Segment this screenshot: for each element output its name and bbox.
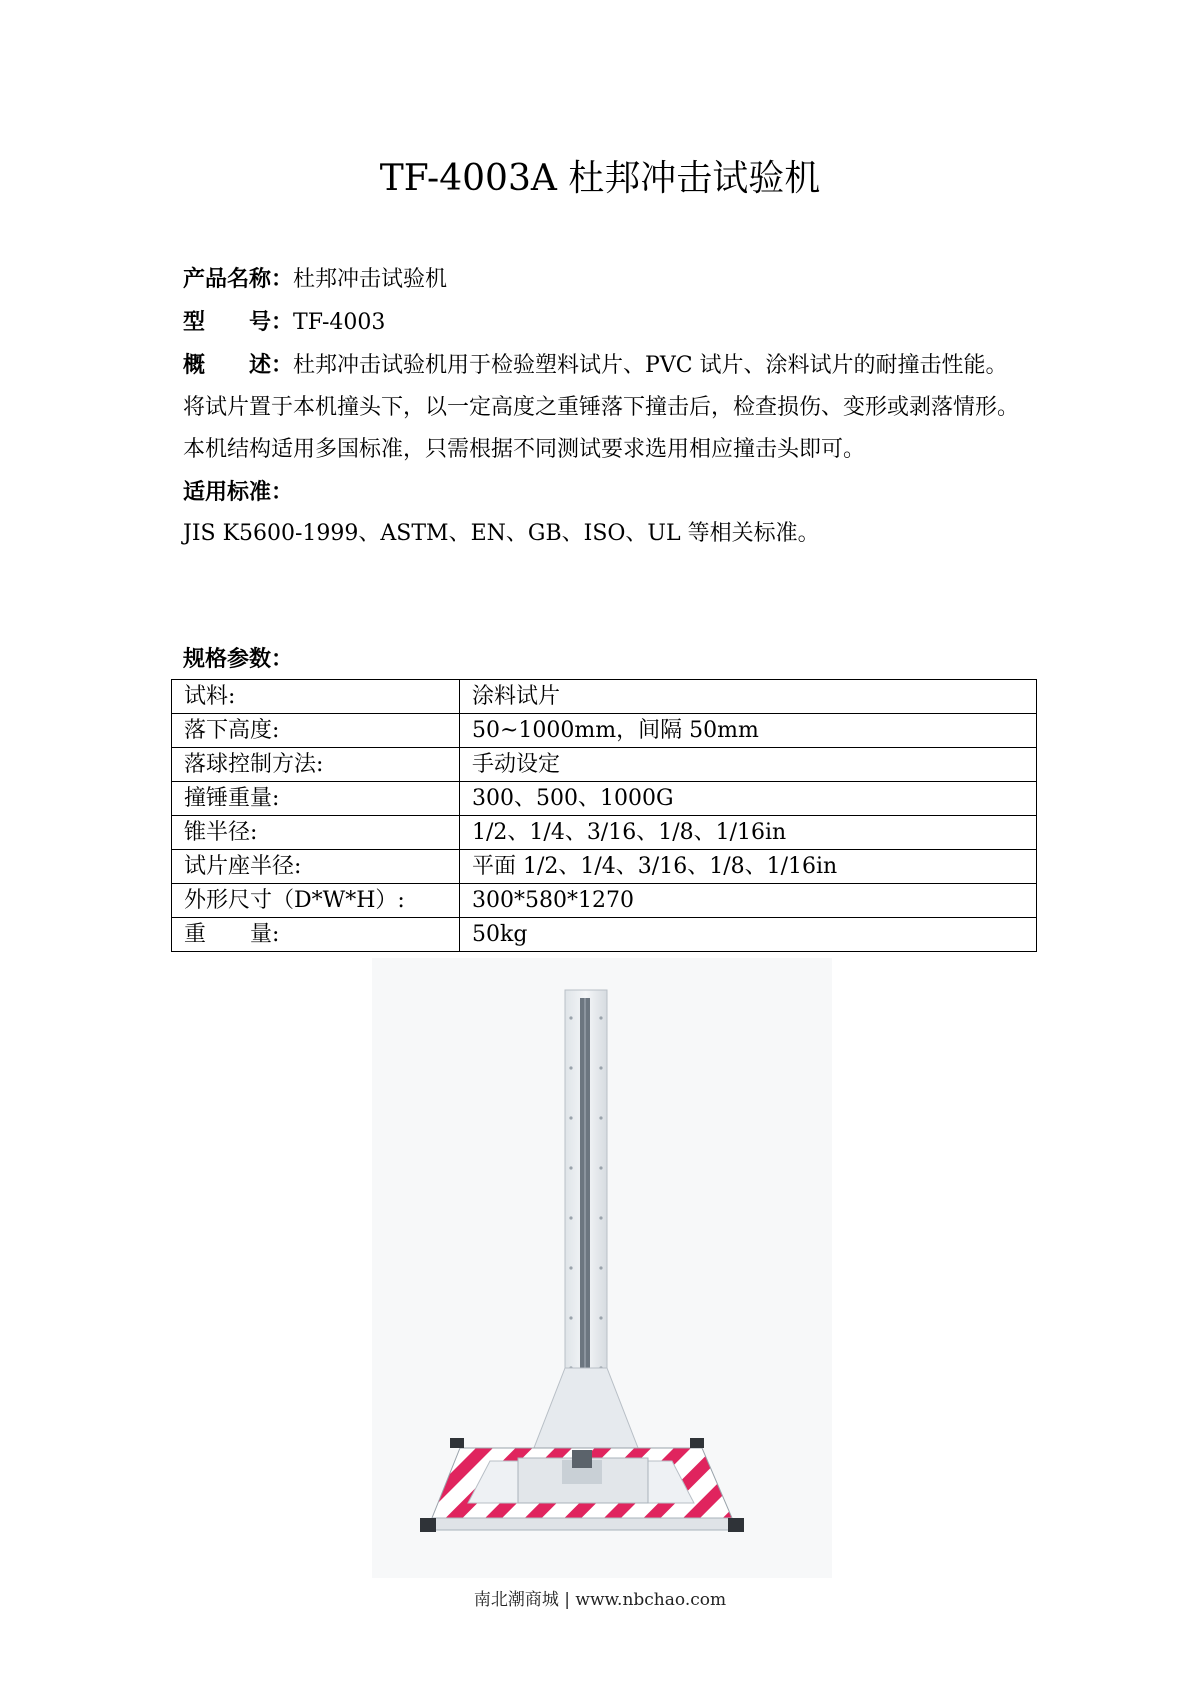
product-name-label: 产品名称： [183,266,294,292]
structure-paragraph: 本机结构适用多国标准，只需根据不同测试要求选用相应撞击头即可。 [183,437,866,462]
spec-key: 重 量: [172,918,460,952]
product-name-value: 杜邦冲击试验机 [293,267,448,292]
product-name-row [183,258,1023,301]
overview-text: 杜邦冲击试验机用于检验塑料试片、PVC 试片、涂料试片的耐撞击性能。将试片置于本机撞头下，以一定高度之重锤落下撞击后，检查损伤、变形或剥落情形。 [183,353,1020,420]
table-row [172,782,1037,816]
table-row [172,714,1037,748]
page-title: TF-4003A 杜邦冲击试验机 [379,158,821,199]
spec-title: 规格参数： [183,646,294,672]
overview-paragraph [183,344,1023,429]
spec-key: 撞锤重量: [172,782,460,816]
spec-value: 300*580*1270 [460,884,1037,918]
impact-tester-photo [372,958,832,1578]
spec-value: 300、500、1000G [460,782,1037,816]
table-row [172,918,1037,952]
table-row [172,884,1037,918]
spec-value: 涂料试片 [460,680,1037,714]
table-row [172,816,1037,850]
table-row [172,748,1037,782]
overview-label: 概 述： [183,352,294,378]
spec-key: 试片座半径: [172,850,460,884]
model-row [183,301,1023,344]
model-label: 型 号： [183,309,294,335]
footer-source: 南北潮商城 | www.nbchao.com [473,1590,727,1610]
spec-key: 落球控制方法: [172,748,460,782]
standards-label: 适用标准： [183,479,294,505]
spec-table [171,679,1037,952]
spec-value: 50~1000mm，间隔 50mm [460,714,1037,748]
table-row [172,850,1037,884]
spec-value: 手动设定 [460,748,1037,782]
spec-value: 1/2、1/4、3/16、1/8、1/16in [460,816,1037,850]
spec-key: 锥半径: [172,816,460,850]
table-row [172,680,1037,714]
spec-key: 外形尺寸（D*W*H）: [172,884,460,918]
standards-text: JIS K5600-1999、ASTM、EN、GB、ISO、UL 等相关标准。 [183,521,820,546]
spec-value: 50kg [460,918,1037,952]
model-value: TF-4003 [293,310,386,335]
spec-key: 落下高度: [172,714,460,748]
spec-key: 试料: [172,680,460,714]
spec-value: 平面 1/2、1/4、3/16、1/8、1/16in [460,850,1037,884]
product-info [183,258,1023,555]
